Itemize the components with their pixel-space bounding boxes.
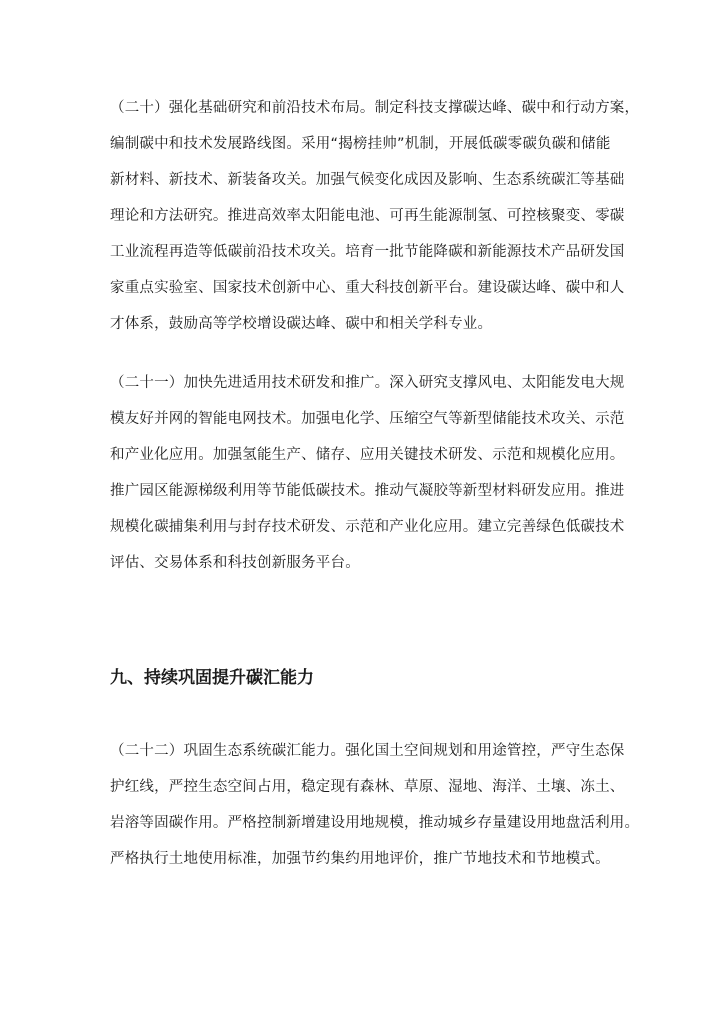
paragraph-line: 模友好并网的智能电网技术。加强电化学、压缩空气等新型储能技术攻关、示范 — [110, 411, 625, 427]
paragraph-line: 编制碳中和技术发展路线图。采用“揭榜挂帅”机制，开展低碳零碳负碳和储能 — [110, 136, 611, 152]
paragraph-line: 家重点实验室、国家技术创新中心、重大科技创新平台。建设碳达峰、碳中和人 — [110, 280, 625, 296]
paragraph-21 — [110, 365, 630, 581]
section-heading: 九、持续巩固提升碳汇能力 — [110, 668, 314, 688]
paragraph-line: 推广园区能源梯级利用等节能低碳技术。推动气凝胶等新型材料研发应用。推进 — [110, 483, 625, 499]
paragraph-line: 理论和方法研究。推进高效率太阳能电池、可再生能源制氢、可控核聚变、零碳 — [110, 208, 625, 224]
paragraph-line: 规模化碳捕集利用与封存技术研发、示范和产业化应用。建立完善绿色低碳技术 — [110, 519, 625, 535]
paragraph-line: 新材料、新技术、新装备攻关。加强气候变化成因及影响、生态系统碳汇等基础 — [110, 172, 625, 188]
paragraph-line: 严格执行土地使用标准，加强节约集约用地评价，推广节地技术和节地模式。 — [110, 851, 610, 867]
paragraph-line: （二十）强化基础研究和前沿技术布局。制定科技支撑碳达峰、碳中和行动方案， — [110, 100, 640, 116]
paragraph-line: 岩溶等固碳作用。严格控制新增建设用地规模，推动城乡存量建设用地盘活利用。 — [110, 815, 640, 831]
paragraph-22 — [110, 733, 640, 877]
paragraph-line: 工业流程再造等低碳前沿技术攻关。培育一批节能降碳和新能源技术产品研发国 — [110, 244, 625, 260]
paragraph-line: 和产业化应用。加强氢能生产、储存、应用关键技术研发、示范和规模化应用。 — [110, 447, 625, 463]
paragraph-20 — [110, 90, 640, 342]
paragraph-line: （二十二）巩固生态系统碳汇能力。强化国土空间规划和用途管控，严守生态保 — [110, 743, 625, 759]
paragraph-line: 评估、交易体系和科技创新服务平台。 — [110, 555, 360, 571]
paragraph-line: 护红线，严控生态空间占用，稳定现有森林、草原、湿地、海洋、土壤、冻土、 — [110, 779, 625, 795]
paragraph-line: （二十一）加快先进适用技术研发和推广。深入研究支撑风电、太阳能发电大规 — [110, 375, 625, 391]
paragraph-line: 才体系，鼓励高等学校增设碳达峰、碳中和相关学科专业。 — [110, 316, 493, 332]
